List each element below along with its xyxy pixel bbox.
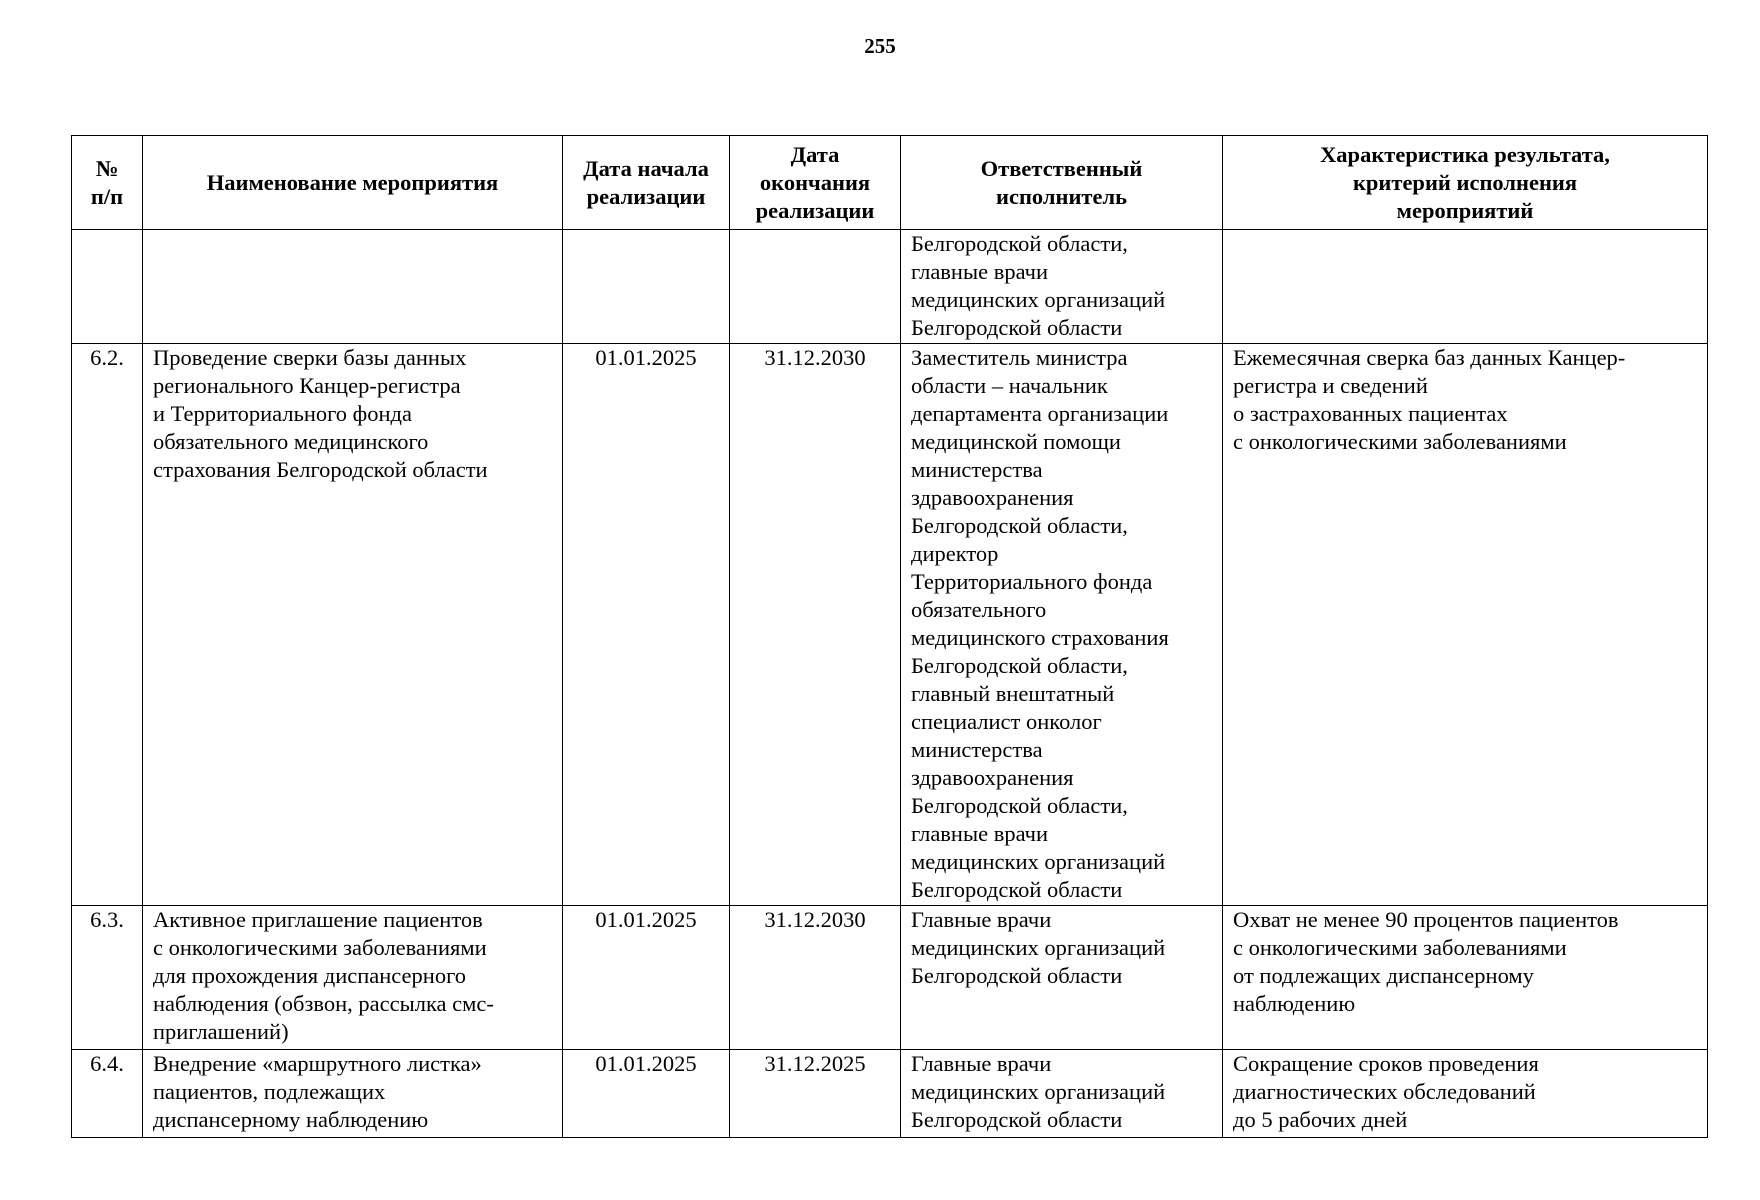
row-num-cell — [72, 906, 143, 1050]
activities-table — [71, 135, 1708, 1138]
row-result-cell — [1223, 344, 1708, 906]
row-num-cell — [72, 230, 143, 344]
row-name-cell — [143, 1050, 563, 1138]
header-executor — [901, 136, 1223, 230]
row-name: Внедрение «маршрутного листка» пациентов, подлежащих диспансерному наблюдению — [153, 1051, 482, 1132]
row-result: Ежемесячная сверка баз данных Канцер- регистра и сведений о застрахованных пациентах с онкологическими заболеваниями — [1233, 345, 1626, 454]
row-executor: Заместитель министра области – начальник департамента организации медицинской помощи министерства здравоохранения Белгородской области, директор Территориального фонда обязательного медицинского страхования Белгородской области, главный внештатный специалист онколог министерства здравоохранения Белгородской области, главные врачи медицинских организаций Белгородской области — [911, 345, 1169, 902]
header-result-text: Характеристика результата, критерий исполнения мероприятий — [1320, 141, 1610, 223]
row-result: Сокращение сроков проведения диагностических обследований до 5 рабочих дней — [1233, 1051, 1539, 1132]
row-result-cell — [1223, 906, 1708, 1050]
header-result — [1223, 136, 1708, 230]
row-result-cell — [1223, 1050, 1708, 1138]
header-num — [72, 136, 143, 230]
header-start — [563, 136, 730, 230]
row-start-cell — [563, 906, 730, 1050]
header-name — [143, 136, 563, 230]
row-executor: Белгородской области, главные врачи медицинских организаций Белгородской области — [911, 231, 1166, 340]
row-start-date: 01.01.2025 — [595, 1051, 697, 1076]
row-name: Проведение сверки базы данных регионального Канцер-регистра и Территориального фонда обязательного медицинского страхования Белгородской области — [153, 345, 488, 482]
row-name-cell — [143, 230, 563, 344]
table-row — [72, 230, 1708, 344]
header-executor-text: Ответственный исполнитель — [980, 155, 1143, 209]
row-executor: Главные врачи медицинских организаций Белгородской области — [911, 1051, 1166, 1132]
row-result: Охват не менее 90 процентов пациентов с онкологическими заболеваниями от подлежащих диспансерному наблюдению — [1233, 907, 1619, 1016]
table-row — [72, 906, 1708, 1050]
row-end-date: 31.12.2030 — [764, 345, 866, 370]
row-num-cell — [72, 1050, 143, 1138]
row-start-cell — [563, 230, 730, 344]
row-end-cell — [730, 344, 901, 906]
row-name-cell — [143, 906, 563, 1050]
row-num: 6.4. — [90, 1051, 124, 1076]
row-name: Активное приглашение пациентов с онкологическими заболеваниями для прохождения диспансерного наблюдения (обзвон, рассылка смс- приглашений) — [153, 907, 494, 1044]
header-start-text: Дата начала реализации — [583, 155, 709, 209]
row-end-date: 31.12.2030 — [764, 907, 866, 932]
row-name-cell — [143, 344, 563, 906]
row-executor-cell — [901, 906, 1223, 1050]
row-start-cell — [563, 1050, 730, 1138]
row-num-cell — [72, 344, 143, 906]
row-num: 6.2. — [90, 345, 124, 370]
row-start-cell — [563, 344, 730, 906]
table-header-row — [72, 136, 1708, 230]
row-result-cell — [1223, 230, 1708, 344]
row-executor-cell — [901, 230, 1223, 344]
row-end-cell — [730, 906, 901, 1050]
header-num-text: № п/п — [90, 155, 124, 209]
header-end-text: Дата окончания реализации — [755, 141, 875, 223]
header-end — [730, 136, 901, 230]
table-row — [72, 1050, 1708, 1138]
header-name-text: Наименование мероприятия — [206, 169, 499, 195]
row-end-cell — [730, 1050, 901, 1138]
row-start-date: 01.01.2025 — [595, 907, 697, 932]
row-num: 6.3. — [90, 907, 124, 932]
row-end-date: 31.12.2025 — [764, 1051, 866, 1076]
row-start-date: 01.01.2025 — [595, 345, 697, 370]
row-executor-cell — [901, 344, 1223, 906]
table-row — [72, 344, 1708, 906]
row-end-cell — [730, 230, 901, 344]
row-executor-cell — [901, 1050, 1223, 1138]
page-number: 255 — [864, 34, 896, 58]
row-executor: Главные врачи медицинских организаций Белгородской области — [911, 907, 1166, 988]
